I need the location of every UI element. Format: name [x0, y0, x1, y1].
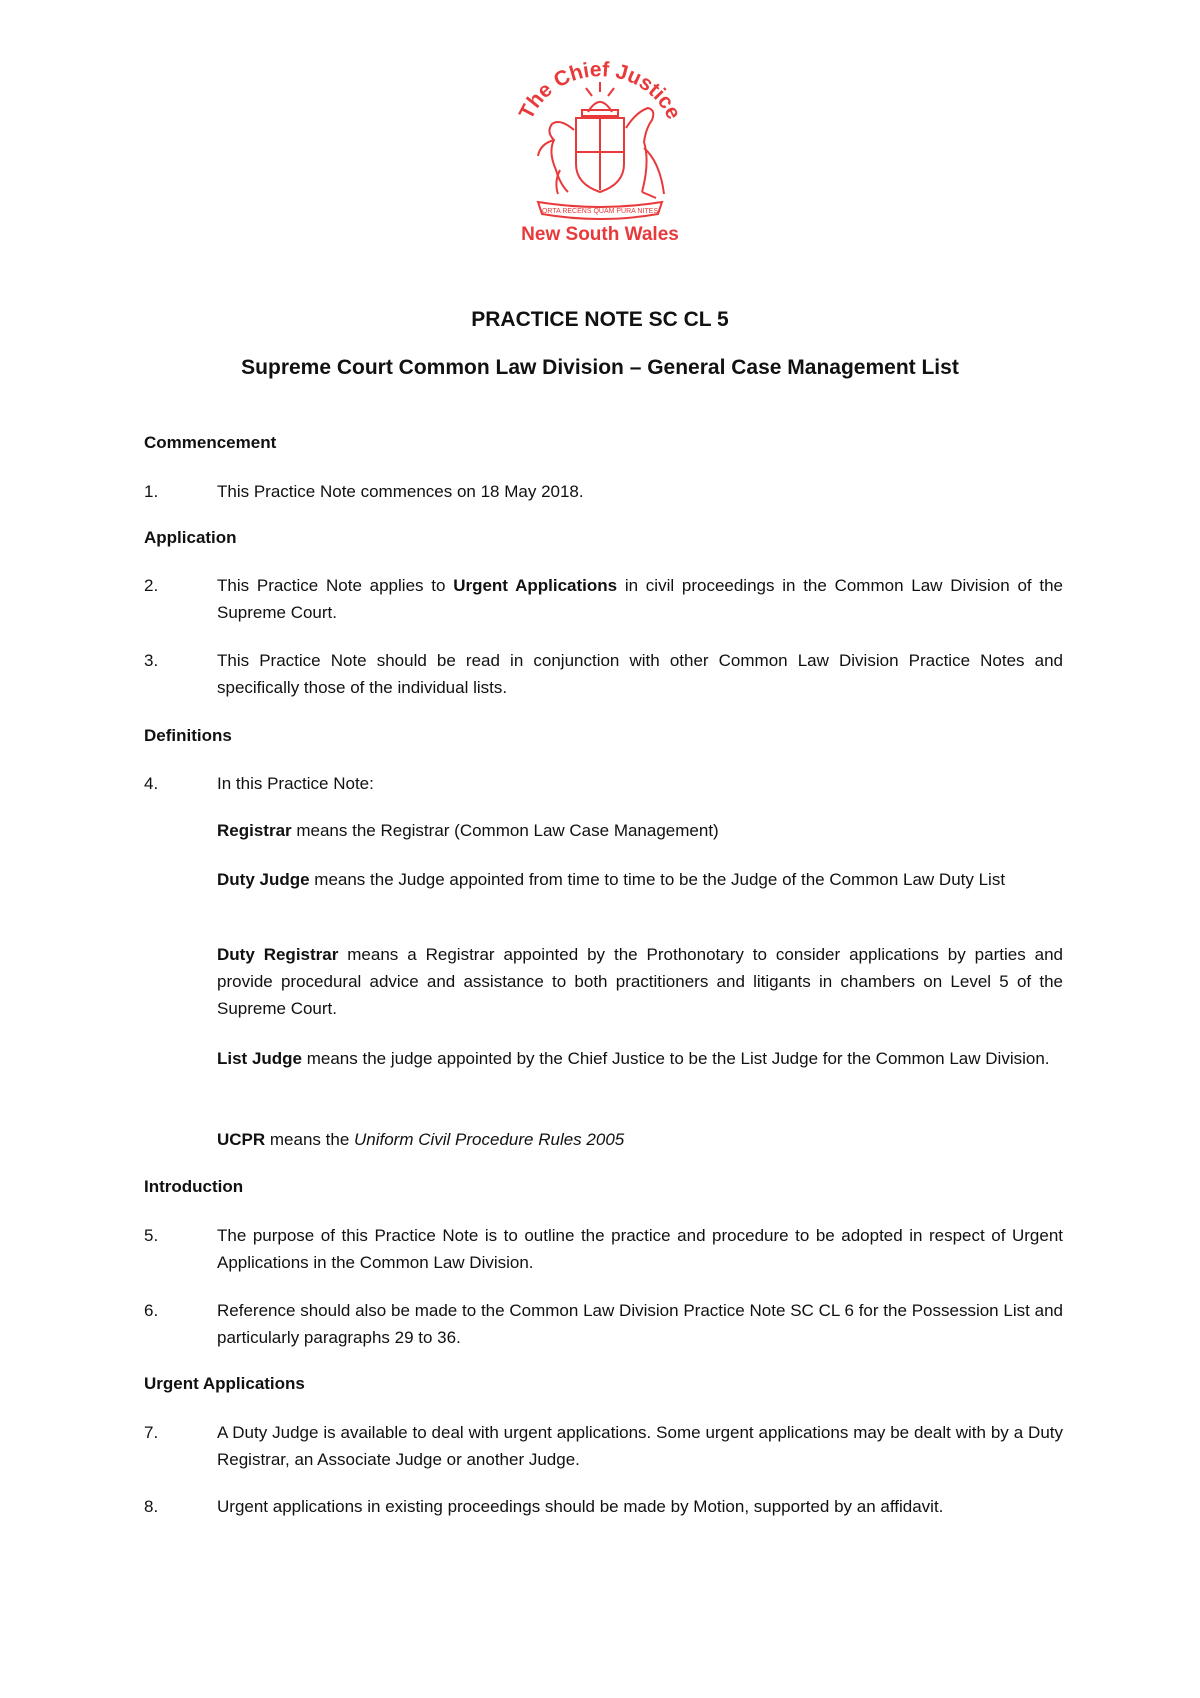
coat-of-arms-icon [510, 52, 690, 244]
paragraph-text: A Duty Judge is available to deal with urgent applications. Some urgent applications may be dealt with by a Duty Registrar, an Associate Judge or another Judge. [217, 1423, 1063, 1469]
seal-motto: ORTA RECENS QUAM PURA NITES [541, 208, 659, 215]
section-heading-commencement: Commencement [144, 433, 277, 452]
paragraph-number: 3. [144, 651, 159, 670]
chief-justice-seal [510, 52, 690, 244]
definition-registrar [217, 817, 1063, 844]
paragraph-number: 2. [144, 576, 159, 595]
definition-text: means a Registrar appointed by the Prothonotary to consider applications by parties and provide procedural advice and assistance to both practitioners and litigants in chambers on Level 5 of the Supreme Court. [217, 945, 1063, 1018]
section-heading-introduction: Introduction [144, 1177, 244, 1196]
paragraph-number: 6. [144, 1301, 159, 1320]
paragraph-text [217, 572, 1063, 626]
paragraph-text: Reference should also be made to the Common Law Division Practice Note SC CL 6 for the Possession List and particularly paragraphs 29 to 36. [217, 1301, 1063, 1347]
page-title: PRACTICE NOTE SC CL 5 [471, 308, 729, 331]
definition-list-judge [217, 1043, 1063, 1074]
seal-arc-text: The Chief Justice [514, 57, 686, 124]
section-heading-urgent-applications: Urgent Applications [144, 1374, 305, 1393]
text-run: in civil proceedings in the Common Law Division of the Supreme Court. [217, 576, 1063, 622]
definition-text: means the [265, 1130, 354, 1149]
defined-term: Duty Registrar [217, 945, 339, 964]
paragraph-number: 7. [144, 1423, 159, 1442]
definition-ucpr [217, 1126, 1063, 1153]
definition-text: means the judge appointed by the Chief Justice to be the List Judge for the Common Law Division. [302, 1049, 1050, 1068]
page-subtitle: Supreme Court Common Law Division – General Case Management List [241, 356, 959, 379]
paragraph-number: 5. [144, 1226, 159, 1245]
paragraph-text: Urgent applications in existing proceedings should be made by Motion, supported by an affidavit. [217, 1497, 944, 1516]
paragraph-number: 1. [144, 482, 159, 501]
definition-text: means the Registrar (Common Law Case Management) [291, 821, 719, 840]
bold-term: Urgent Applications [453, 576, 618, 595]
section-heading-application: Application [144, 528, 237, 547]
definition-duty-registrar [217, 941, 1063, 1022]
definition-duty-judge [217, 866, 1063, 893]
paragraph-text: This Practice Note commences on 18 May 2018. [217, 482, 584, 501]
definition-text: means the Judge appointed from time to time to be the Judge of the Common Law Duty List [309, 870, 1006, 889]
section-heading-definitions: Definitions [144, 726, 232, 745]
defined-term: List Judge [217, 1049, 303, 1068]
statute-title: Uniform Civil Procedure Rules 2005 [354, 1130, 625, 1149]
paragraph-text: In this Practice Note: [217, 774, 374, 793]
paragraph-number: 4. [144, 774, 159, 793]
paragraph-number: 8. [144, 1497, 159, 1516]
defined-term: Registrar [217, 821, 292, 840]
paragraph-text: This Practice Note should be read in conjunction with other Common Law Division Practice Notes and specifically those of the individual lists. [217, 651, 1063, 697]
defined-term: Duty Judge [217, 870, 310, 889]
paragraph-text: The purpose of this Practice Note is to outline the practice and procedure to be adopted in respect of Urgent Applications in the Common Law Division. [217, 1226, 1063, 1272]
seal-footer-text: New South Wales [521, 224, 679, 244]
defined-term: UCPR [217, 1130, 266, 1149]
text-run: This Practice Note applies to [217, 576, 454, 595]
